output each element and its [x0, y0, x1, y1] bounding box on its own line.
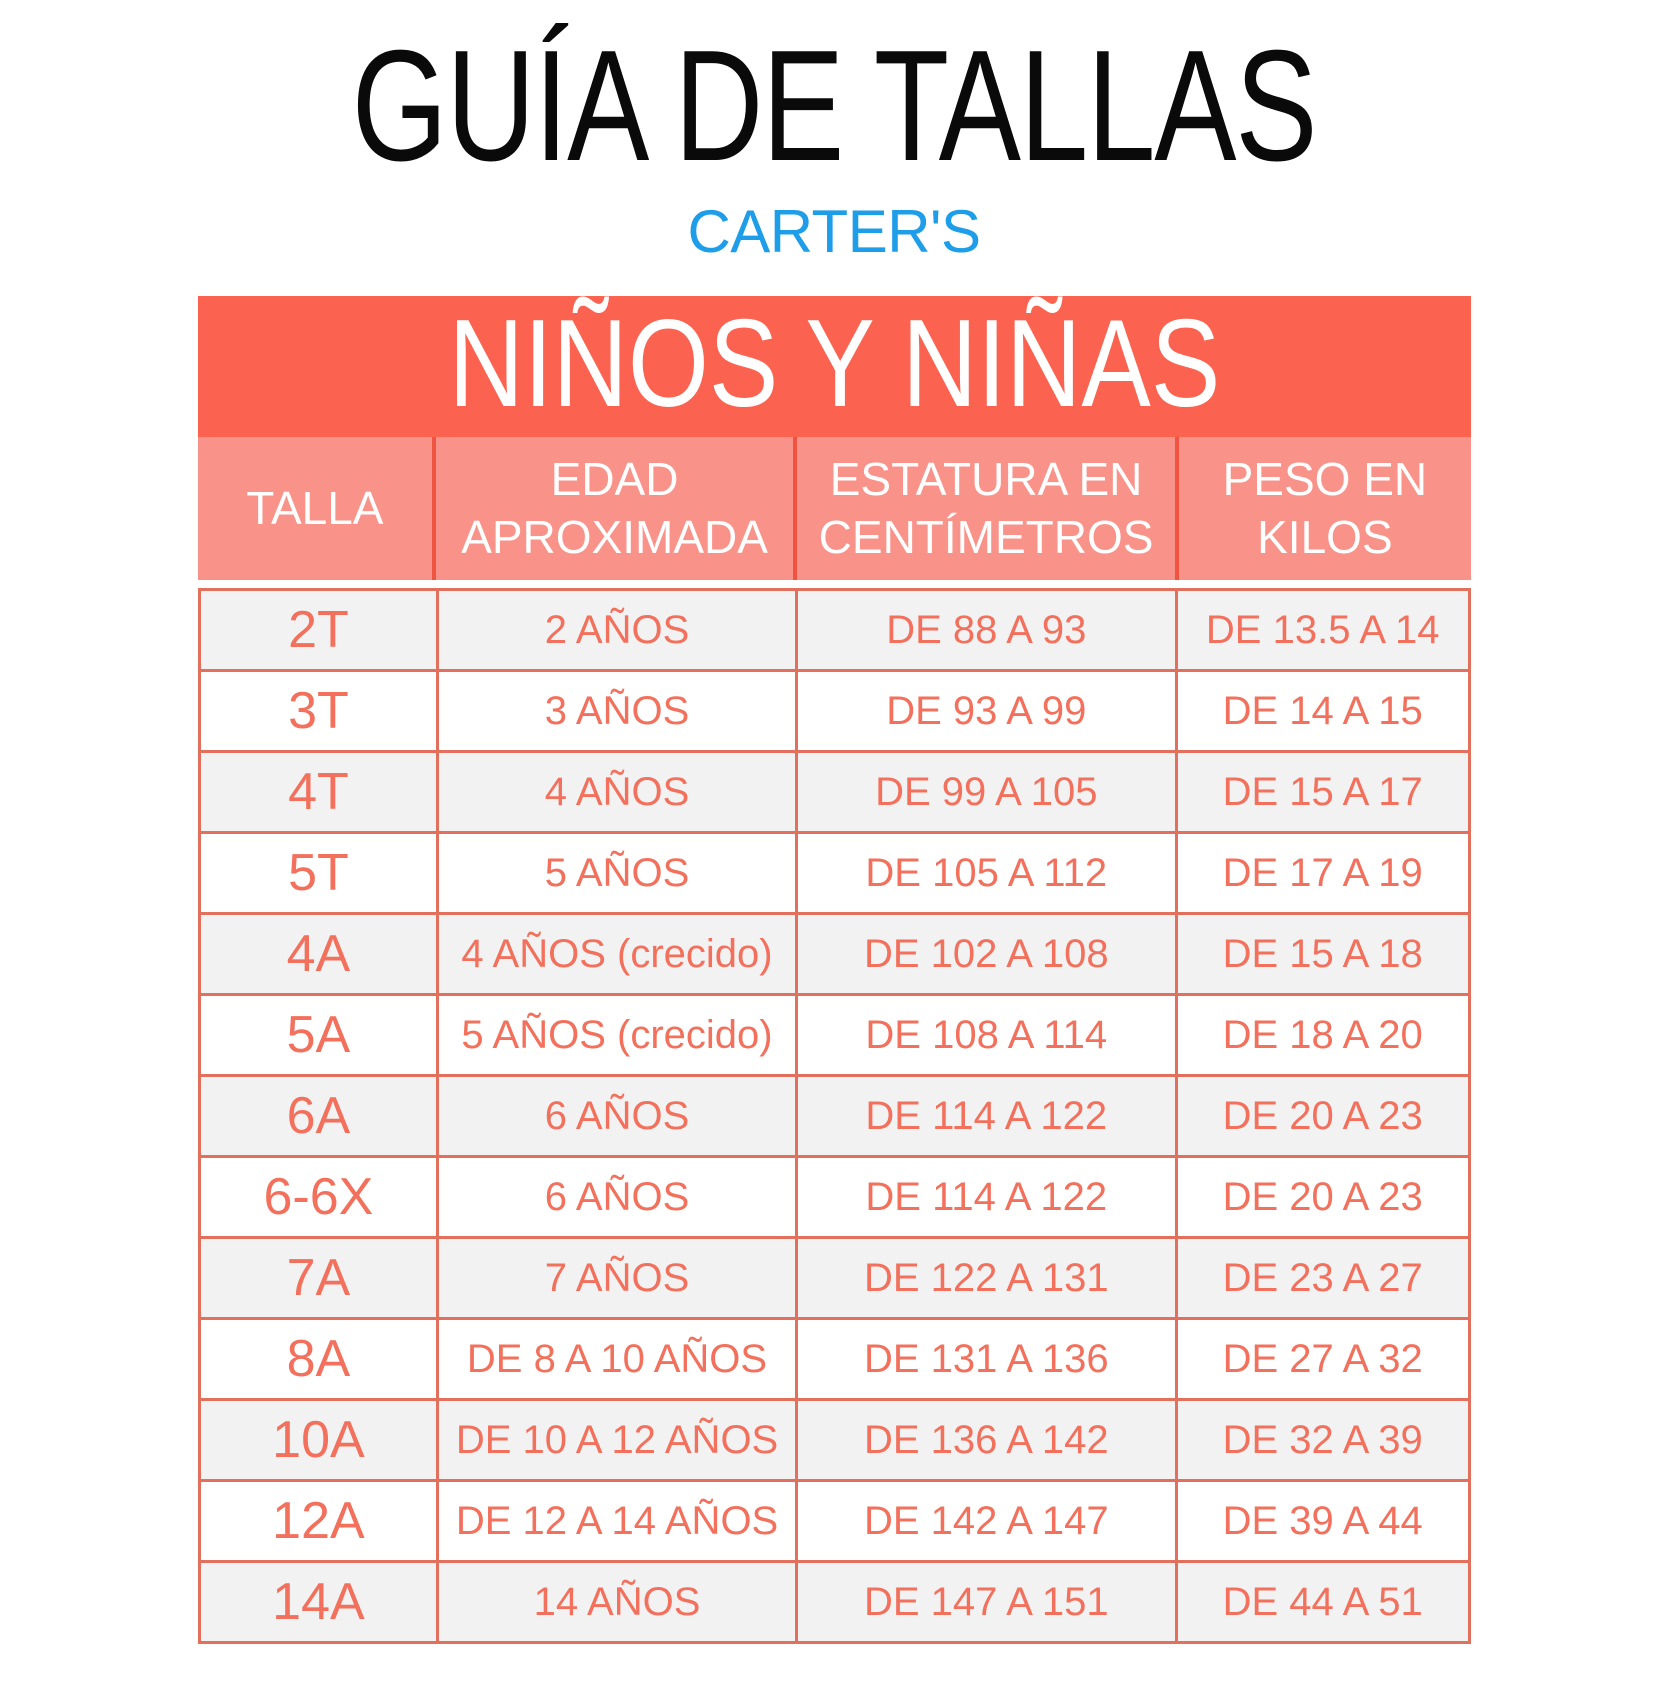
- table-row: [201, 750, 1468, 831]
- table-row: [201, 1074, 1468, 1155]
- peso-cell: DE 27 A 32: [1175, 1320, 1468, 1398]
- table-banner-text: NIÑOS Y NIÑAS: [448, 296, 1220, 433]
- edad-cell: 6 AÑOS: [436, 1158, 794, 1236]
- column-header: PESO EN KILOS: [1179, 437, 1470, 580]
- talla-cell: 10A: [272, 1411, 365, 1470]
- talla-cell: 7A: [286, 1249, 351, 1308]
- estatura-cell: DE 102 A 108: [795, 915, 1175, 993]
- talla-cell: 5T: [288, 844, 349, 903]
- column-header: TALLA: [198, 437, 433, 580]
- table-row: [201, 831, 1468, 912]
- table-row: [201, 912, 1468, 993]
- table-header-row: [198, 437, 1471, 580]
- peso-cell: DE 15 A 17: [1175, 753, 1468, 831]
- estatura-cell: DE 142 A 147: [795, 1482, 1175, 1560]
- peso-cell: DE 20 A 23: [1175, 1077, 1468, 1155]
- estatura-cell: DE 108 A 114: [795, 996, 1175, 1074]
- size-table-body: [198, 588, 1471, 1644]
- edad-cell: 4 AÑOS: [436, 753, 794, 831]
- estatura-cell: DE 88 A 93: [795, 591, 1175, 669]
- edad-cell: 6 AÑOS: [436, 1077, 794, 1155]
- brand-name: CARTER'S: [687, 198, 981, 266]
- edad-cell: 14 AÑOS: [436, 1563, 794, 1641]
- talla-cell: 14A: [272, 1573, 365, 1632]
- table-row: [201, 669, 1468, 750]
- edad-cell: DE 10 A 12 AÑOS: [436, 1401, 794, 1479]
- header-spacer: [198, 580, 1471, 588]
- talla-cell: 4A: [286, 925, 351, 984]
- edad-cell: 5 AÑOS (crecido): [436, 996, 794, 1074]
- estatura-cell: DE 93 A 99: [795, 672, 1175, 750]
- peso-cell: DE 14 A 15: [1175, 672, 1468, 750]
- peso-cell: DE 13.5 A 14: [1175, 591, 1468, 669]
- estatura-cell: DE 105 A 112: [795, 834, 1175, 912]
- edad-cell: 2 AÑOS: [436, 591, 794, 669]
- table-banner: [198, 296, 1471, 437]
- table-row: [201, 1479, 1468, 1560]
- estatura-cell: DE 114 A 122: [795, 1077, 1175, 1155]
- peso-cell: DE 32 A 39: [1175, 1401, 1468, 1479]
- edad-cell: 4 AÑOS (crecido): [436, 915, 794, 993]
- table-row: [201, 1317, 1468, 1398]
- talla-cell: 4T: [288, 763, 349, 822]
- estatura-cell: DE 147 A 151: [795, 1563, 1175, 1641]
- peso-cell: DE 15 A 18: [1175, 915, 1468, 993]
- edad-cell: 5 AÑOS: [436, 834, 794, 912]
- peso-cell: DE 17 A 19: [1175, 834, 1468, 912]
- talla-cell: 12A: [272, 1492, 365, 1551]
- size-guide-page: [0, 18, 1668, 1694]
- talla-cell: 3T: [288, 682, 349, 741]
- page-title: GUÍA DE TALLAS: [351, 18, 1317, 194]
- peso-cell: DE 39 A 44: [1175, 1482, 1468, 1560]
- estatura-cell: DE 122 A 131: [795, 1239, 1175, 1317]
- talla-cell: 2T: [288, 601, 349, 660]
- estatura-cell: DE 99 A 105: [795, 753, 1175, 831]
- table-row: [201, 1398, 1468, 1479]
- peso-cell: DE 18 A 20: [1175, 996, 1468, 1074]
- edad-cell: DE 12 A 14 AÑOS: [436, 1482, 794, 1560]
- talla-cell: 6-6X: [263, 1168, 374, 1227]
- table-row: [201, 591, 1468, 669]
- column-header: ESTATURA EN CENTÍMETROS: [797, 437, 1175, 580]
- column-header: EDAD APROXIMADA: [436, 437, 793, 580]
- talla-cell: 6A: [286, 1087, 351, 1146]
- estatura-cell: DE 131 A 136: [795, 1320, 1175, 1398]
- size-table: [198, 296, 1471, 1644]
- table-row: [201, 1560, 1468, 1641]
- table-row: [201, 993, 1468, 1074]
- estatura-cell: DE 136 A 142: [795, 1401, 1175, 1479]
- edad-cell: 7 AÑOS: [436, 1239, 794, 1317]
- table-row: [201, 1155, 1468, 1236]
- edad-cell: 3 AÑOS: [436, 672, 794, 750]
- talla-cell: 5A: [286, 1006, 351, 1065]
- talla-cell: 8A: [286, 1330, 351, 1389]
- peso-cell: DE 20 A 23: [1175, 1158, 1468, 1236]
- peso-cell: DE 23 A 27: [1175, 1239, 1468, 1317]
- estatura-cell: DE 114 A 122: [795, 1158, 1175, 1236]
- edad-cell: DE 8 A 10 AÑOS: [436, 1320, 794, 1398]
- table-row: [201, 1236, 1468, 1317]
- peso-cell: DE 44 A 51: [1175, 1563, 1468, 1641]
